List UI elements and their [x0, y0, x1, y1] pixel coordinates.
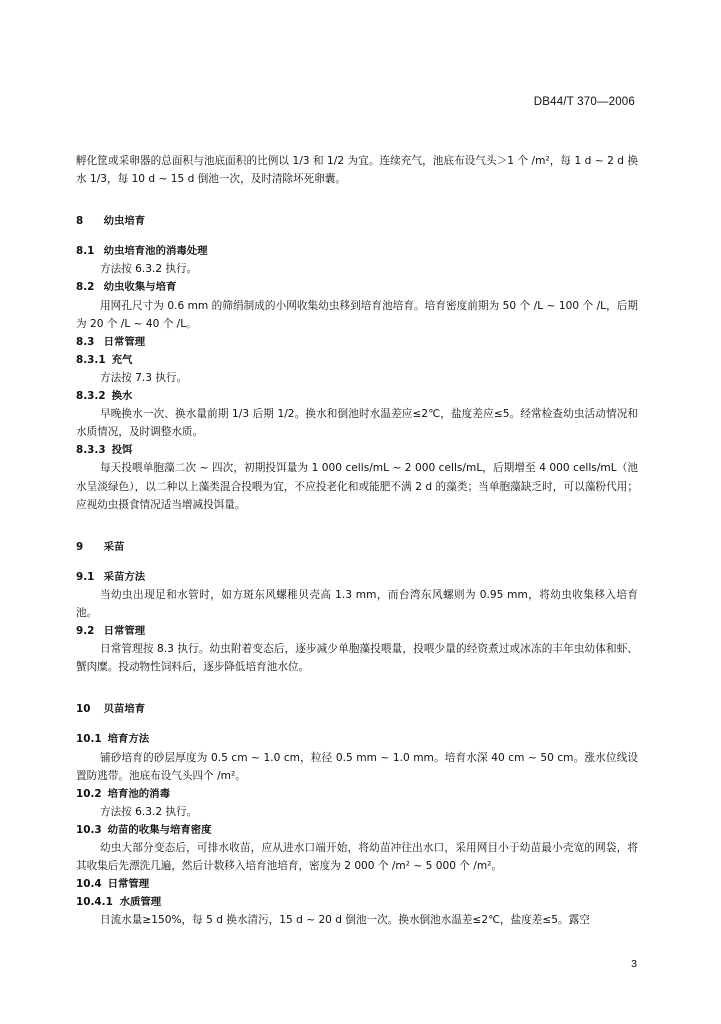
document-body [76, 152, 638, 929]
subsection-title: 采苗方法 [103, 570, 146, 583]
paragraph: 早晚换水一次、换水量前期 1/3 后期 1/2。换水和倒池时水温差应≤2℃，盐度差应≤5。经常检查幼虫活动情况和水质情况，及时调整水质。 [76, 408, 638, 439]
subsection-number: 9.2 [76, 625, 95, 638]
section-title: 采苗 [103, 540, 125, 553]
paragraph-continued: 孵化筐或采卵器的总面积与池底面积的比例以 1/3 和 1/2 为宜。连续充气，池底布设气头＞1 个 /m²，每 1 d ~ 2 d 换水 1/3，每 10 d ~ 15 d 倒池一次，及时清除坏死卵囊。 [76, 155, 638, 186]
subsection-heading-8-3-1 [76, 351, 638, 369]
subsection-heading-10-2 [76, 785, 638, 803]
subsection-heading-9-2 [76, 622, 638, 640]
subsection-title: 幼虫收集与培育 [103, 281, 177, 294]
subsection-number: 8.1 [76, 245, 95, 258]
paragraph: 用网孔尺寸为 0.6 mm 的筛绢制成的小网收集幼虫移到培育池培育。培育密度前期为 50 个 /L ~ 100 个 /L，后期为 20 个 /L ~ 40 个 /L。 [76, 299, 638, 330]
paragraph: 日常管理按 8.3 执行。幼虫附着变态后，逐步减少单胞藻投喂量，投喂少量的经资煮过或冰冻的丰年虫幼体和虾、蟹肉糜。投动物性饲料后，逐步降低培育池水位。 [76, 643, 638, 674]
section-number: 8 [76, 215, 84, 228]
paragraph: 方法按 7.3 执行。 [100, 371, 188, 384]
subsection-number: 8.3.2 [76, 390, 106, 403]
subsection-heading-8-1 [76, 242, 638, 260]
subsection-heading-10-4-1 [76, 893, 638, 911]
standard-code: DB44/T 370—2006 [533, 96, 635, 108]
section-title: 贝苗培育 [103, 703, 146, 716]
subsection-title: 培育池的消毒 [107, 787, 170, 800]
subsection-title: 投饵 [111, 444, 133, 457]
subsection-title: 充气 [111, 353, 133, 366]
subsection-number: 8.3.3 [76, 444, 106, 457]
subsection-heading-8-2 [76, 278, 638, 296]
subsection-heading-10-4 [76, 875, 638, 893]
subsection-heading-8-3-2 [76, 387, 638, 405]
section-heading-8 [76, 212, 638, 230]
subsection-heading-10-3 [76, 821, 638, 839]
subsection-number: 8.2 [76, 281, 95, 294]
paragraph: 日流水量≥150%，每 5 d 换水清污，15 d ~ 20 d 倒池一次。换水倒池水温差≤2℃，盐度差≤5。露空 [100, 914, 590, 927]
section-heading-9 [76, 538, 638, 556]
subsection-number: 10.2 [76, 787, 102, 800]
subsection-number: 10.3 [76, 823, 102, 836]
subsection-heading-8-3-3 [76, 441, 638, 459]
subsection-number: 10.4 [76, 878, 102, 891]
section-number: 10 [76, 703, 91, 716]
subsection-title: 日常管理 [103, 625, 146, 638]
subsection-title: 换水 [111, 390, 133, 403]
paragraph: 方法按 6.3.2 执行。 [100, 263, 198, 276]
paragraph: 铺砂培育的砂层厚度为 0.5 cm ~ 1.0 cm，粒径 0.5 mm ~ 1.0 mm。培育水深 40 cm ~ 50 cm。涨水位线设置防逃带。池底布设气头四个 /m²。 [76, 751, 638, 782]
paragraph: 每天投喂单胞藻二次 ~ 四次，初期投饵量为 1 000 cells/mL ~ 2 000 cells/mL，后期增至 4 000 cells/mL（池水呈淡绿色），以二种以上藻类混合投喂为宜，不应投老化和或能肥不满 2 d 的藻类；当单胞藻缺乏时，可以藻粉代用；应视幼虫摄食情况适当增减投饵量。 [76, 462, 638, 511]
subsection-number: 8.3.1 [76, 353, 106, 366]
subsection-number: 10.1 [76, 733, 102, 746]
paragraph: 幼虫大部分变态后，可排水收苗，应从进水口端开始，将幼苗冲往出水口，采用网目小于幼苗最小壳宽的网袋，将其收集后先漂洗几遍，然后计数移入培育池培育，密度为 2 000 个 /m² ~ 5 000 个 /m²。 [76, 842, 638, 873]
subsection-heading-9-1 [76, 568, 638, 586]
page-number: 3 [631, 958, 637, 970]
subsection-number: 9.1 [76, 570, 95, 583]
subsection-title: 日常管理 [103, 335, 146, 348]
subsection-title: 幼苗的收集与培育密度 [107, 823, 212, 836]
subsection-heading-8-3 [76, 333, 638, 351]
section-heading-10 [76, 700, 638, 718]
paragraph: 当幼虫出现足和水管时，如方斑东风螺稚贝壳高 1.3 mm，而台湾东风螺则为 0.95 mm，将幼虫收集移入培育池。 [76, 588, 638, 619]
subsection-title: 培育方法 [107, 733, 150, 746]
subsection-number: 8.3 [76, 335, 95, 348]
subsection-heading-10-1 [76, 730, 638, 748]
subsection-title: 水质管理 [119, 896, 162, 909]
subsection-number: 10.4.1 [76, 896, 113, 909]
subsection-title: 幼虫培育池的消毒处理 [103, 245, 208, 258]
paragraph: 方法按 6.3.2 执行。 [100, 805, 198, 818]
subsection-title: 日常管理 [107, 878, 150, 891]
section-title: 幼虫培育 [103, 215, 146, 228]
section-number: 9 [76, 540, 84, 553]
